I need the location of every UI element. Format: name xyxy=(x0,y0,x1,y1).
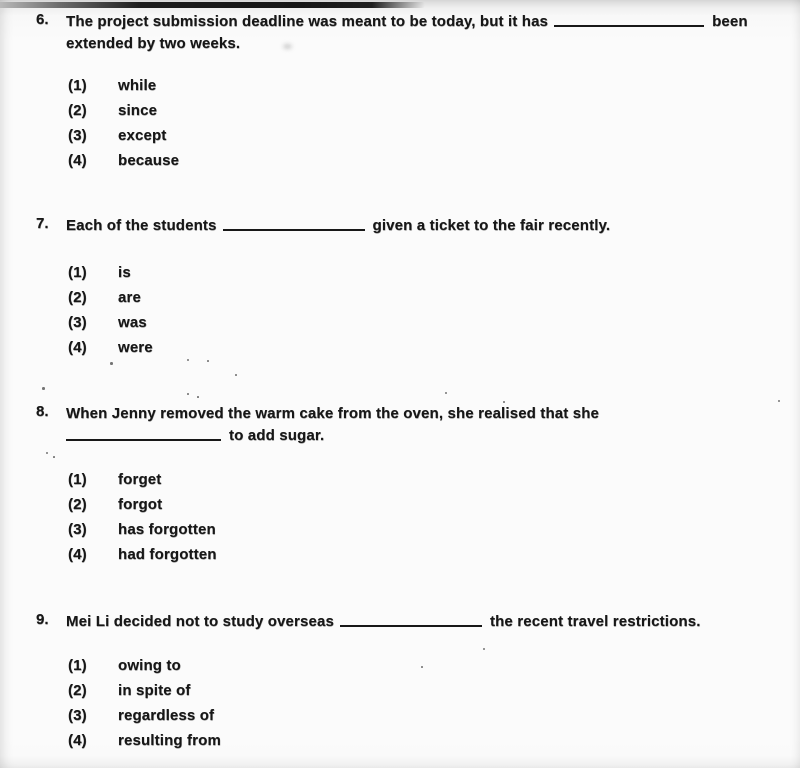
option-row xyxy=(68,492,217,517)
option-row xyxy=(68,148,179,173)
question-text xyxy=(66,215,762,237)
option-row xyxy=(68,678,221,703)
option-number: (4) xyxy=(68,339,87,356)
option-number: (1) xyxy=(68,77,87,94)
option-number: (4) xyxy=(68,152,87,169)
answer-blank xyxy=(66,427,221,441)
question-number: 8. xyxy=(36,403,49,420)
question-text xyxy=(66,11,762,55)
question-text-segment: been xyxy=(712,13,748,30)
option-text: in spite of xyxy=(118,682,191,699)
option-text: are xyxy=(118,289,141,306)
scan-speck xyxy=(778,400,780,402)
option-text: except xyxy=(118,127,167,144)
scan-speck xyxy=(421,666,423,668)
option-text: resulting from xyxy=(118,732,221,749)
question-8 xyxy=(36,403,762,447)
option-number: (3) xyxy=(68,521,87,538)
options-question-6 xyxy=(68,73,179,173)
option-row xyxy=(68,335,153,360)
scan-speck xyxy=(197,396,199,398)
option-text: regardless of xyxy=(118,707,215,724)
question-number: 6. xyxy=(36,11,49,28)
options-question-9 xyxy=(68,653,221,753)
scan-speck xyxy=(187,393,189,395)
question-7 xyxy=(36,215,762,237)
option-text: owing to xyxy=(118,657,181,674)
option-number: (1) xyxy=(68,471,87,488)
question-number: 9. xyxy=(36,611,49,628)
question-text xyxy=(66,611,762,633)
option-text: has forgotten xyxy=(118,521,216,538)
scan-speck xyxy=(42,387,45,390)
option-row xyxy=(68,123,179,148)
option-row xyxy=(68,73,179,98)
option-number: (3) xyxy=(68,127,87,144)
question-text-segment: given a ticket to the fair recently. xyxy=(372,217,611,234)
scan-speck xyxy=(503,401,505,403)
option-row xyxy=(68,728,221,753)
answer-blank xyxy=(223,217,365,231)
answer-blank xyxy=(340,613,482,627)
question-text-segment: The project submission deadline was meant to be today, but it has xyxy=(66,13,549,30)
option-text: because xyxy=(118,152,180,169)
option-number: (2) xyxy=(68,102,87,119)
option-row xyxy=(68,517,217,542)
question-6 xyxy=(36,11,762,55)
question-text-segment: When Jenny removed the warm cake from the oven, she realised that she xyxy=(66,405,600,422)
option-number: (2) xyxy=(68,496,87,513)
options-question-8 xyxy=(68,467,217,567)
scan-smudge xyxy=(283,44,292,49)
answer-blank xyxy=(554,13,704,27)
option-number: (1) xyxy=(68,264,87,281)
option-row xyxy=(68,467,217,492)
option-text: had forgotten xyxy=(118,546,217,563)
option-row xyxy=(68,285,153,310)
option-text: forget xyxy=(118,471,162,488)
scan-speck xyxy=(46,452,48,454)
option-number: (3) xyxy=(68,707,87,724)
option-number: (4) xyxy=(68,732,87,749)
option-number: (2) xyxy=(68,682,87,699)
option-text: forgot xyxy=(118,496,163,513)
question-text-segment: extended by two weeks. xyxy=(66,35,241,52)
option-row xyxy=(68,98,179,123)
scan-speck xyxy=(110,362,113,365)
question-9 xyxy=(36,611,762,633)
scan-speck xyxy=(483,648,485,650)
scan-speck xyxy=(235,374,237,376)
scan-speck xyxy=(53,456,55,458)
option-row xyxy=(68,542,217,567)
scan-speck xyxy=(445,392,447,394)
option-number: (4) xyxy=(68,546,87,563)
option-text: since xyxy=(118,102,158,119)
scan-speck xyxy=(187,359,189,361)
options-question-7 xyxy=(68,260,153,360)
question-text-segment: to add sugar. xyxy=(229,427,325,444)
option-text: is xyxy=(118,264,131,281)
option-row xyxy=(68,703,221,728)
option-text: were xyxy=(118,339,153,356)
option-number: (2) xyxy=(68,289,87,306)
option-number: (1) xyxy=(68,657,87,674)
option-row xyxy=(68,310,153,335)
option-row xyxy=(68,260,153,285)
question-text-segment: Each of the students xyxy=(66,217,217,234)
question-text-segment: Mei Li decided not to study overseas xyxy=(66,613,334,630)
option-row xyxy=(68,653,221,678)
option-text: while xyxy=(118,77,157,94)
question-text-segment: the recent travel restrictions. xyxy=(489,613,701,630)
option-text: was xyxy=(118,314,147,331)
question-number: 7. xyxy=(36,215,49,232)
option-number: (3) xyxy=(68,314,87,331)
question-text xyxy=(66,403,762,447)
scan-speck xyxy=(207,360,209,362)
